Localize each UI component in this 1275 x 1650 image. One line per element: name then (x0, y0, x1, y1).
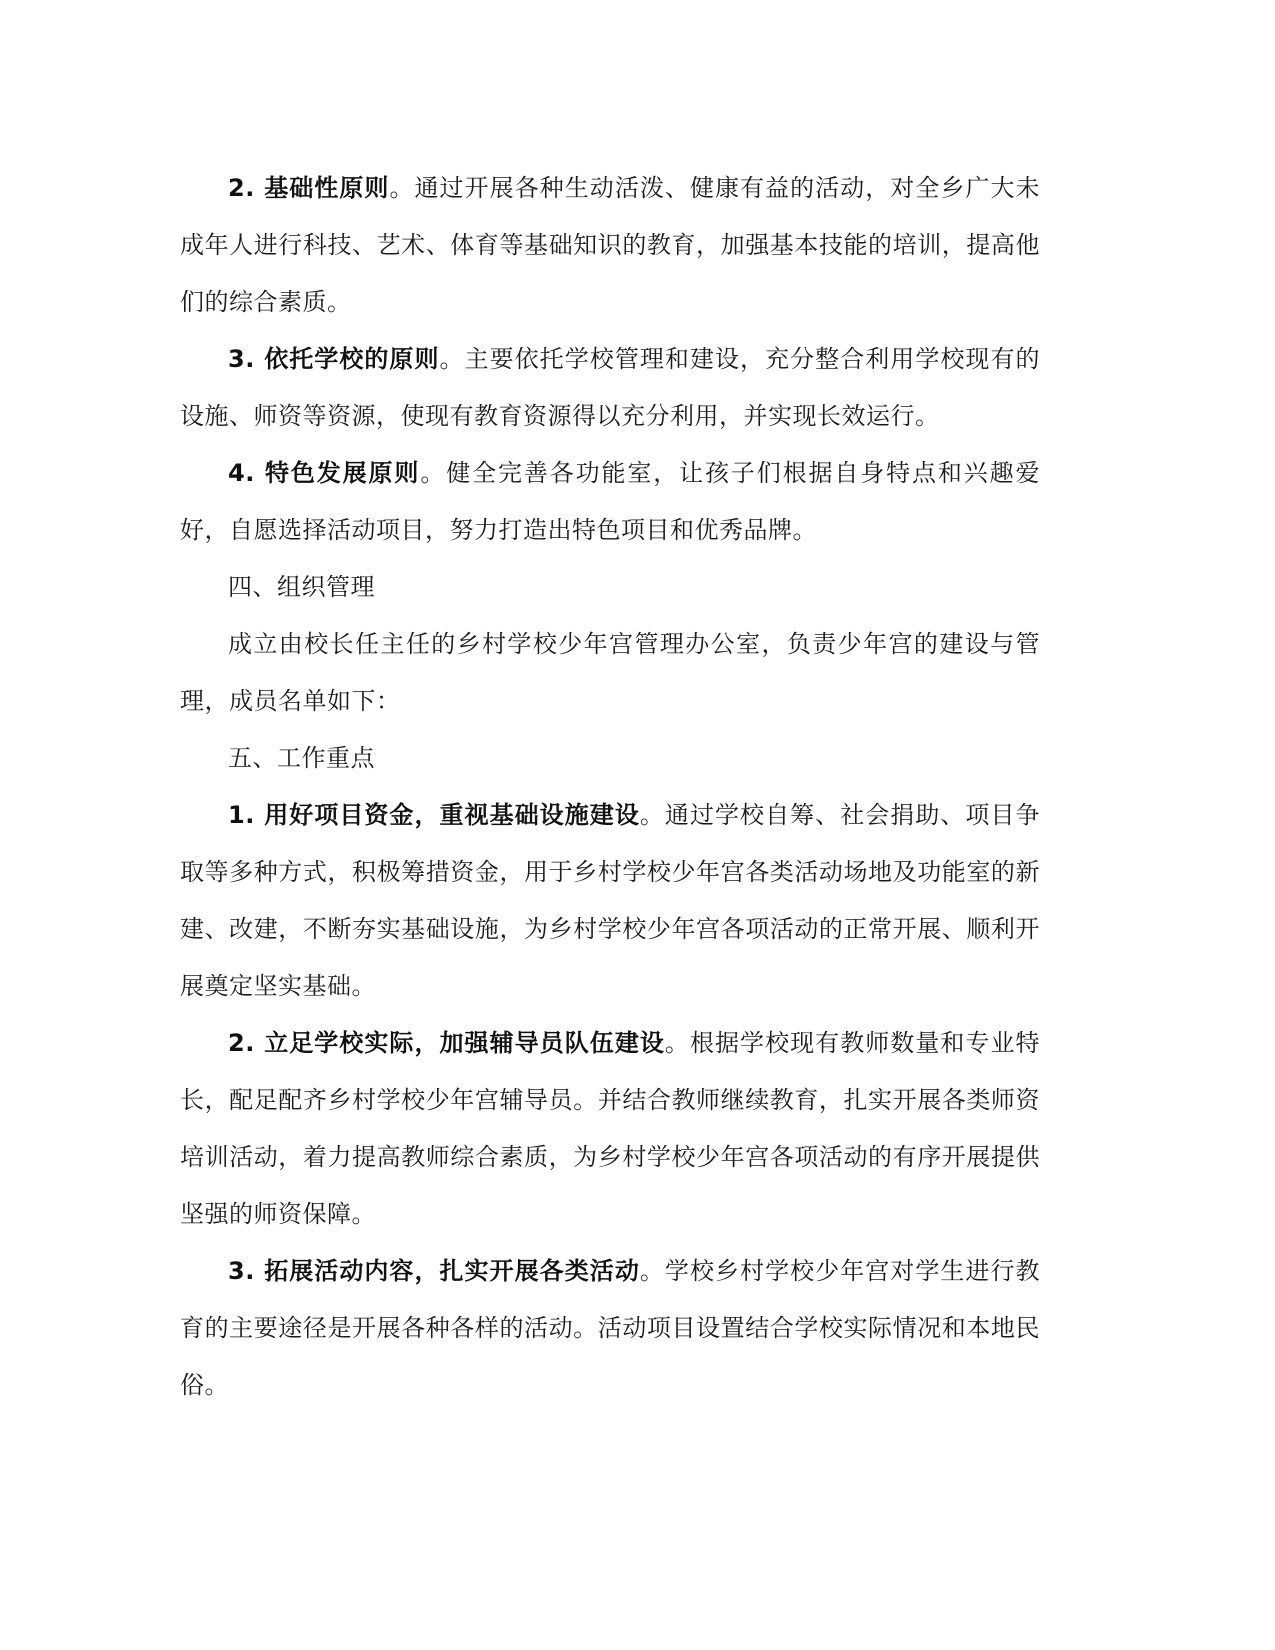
paragraph-principle-2 (180, 160, 1040, 331)
paragraph-organization (180, 616, 1040, 730)
paragraph-text: 。健全完善各功能室，让孩子们根据自身特点和兴趣爱好，自愿选择活动项目，努力打造出特色项目和优秀品牌。 (180, 459, 1041, 544)
paragraph-text: 成立由校长任主任的乡村学校少年宫管理办公室，负责少年宫的建设与管理，成员名单如下： (180, 630, 1040, 715)
paragraph-text: 。通过开展各种生动活泼、健康有益的活动，对全乡广大未成年人进行科技、艺术、体育等基础知识的教育，加强基本技能的培训，提高他们的综合素质。 (180, 174, 1041, 316)
paragraph-text: 。主要依托学校管理和建设，充分整合利用学校现有的设施、师资等资源，使现有教育资源得以充分利用，并实现长效运行。 (180, 345, 1040, 430)
paragraph-text: 。学校乡村学校少年宫对学生进行教育的主要途径是开展各种各样的活动。活动项目设置结合学校实际情况和本地民俗。 (180, 1257, 1041, 1399)
section-heading-organization: 四、组织管理 (228, 573, 375, 601)
paragraph-principle-3 (180, 331, 1040, 445)
paragraph-focus-1 (180, 787, 1040, 1015)
paragraph-lead: 2. 基础性原则 (228, 174, 390, 202)
paragraph-text: 。根据学校现有教师数量和专业特长，配足配齐乡村学校少年宫辅导员。并结合教师继续教育，扎实开展各类师资培训活动，着力提高教师综合素质，为乡村学校少年宫各项活动的有序开展提供坚强的师资保障。 (180, 1029, 1041, 1228)
paragraph-focus-2 (180, 1015, 1040, 1243)
paragraph-lead: 4. 特色发展原则 (228, 459, 421, 487)
document-body (180, 160, 1040, 1414)
paragraph-text: 。通过学校自筹、社会捐助、项目争取等多种方式，积极筹措资金，用于乡村学校少年宫各类活动场地及功能室的新建、改建，不断夯实基础设施，为乡村学校少年宫各项活动的正常开展、顺利开展奠定坚实基础。 (180, 801, 1041, 1000)
paragraph-principle-4 (180, 445, 1040, 559)
paragraph-lead: 3. 依托学校的原则 (228, 345, 440, 373)
paragraph-focus-3 (180, 1243, 1040, 1414)
paragraph-lead: 3. 拓展活动内容，扎实开展各类活动 (228, 1257, 640, 1285)
section-heading-work-focus: 五、工作重点 (228, 744, 375, 772)
paragraph-lead: 2. 立足学校实际，加强辅导员队伍建设 (228, 1029, 665, 1057)
paragraph-lead: 1. 用好项目资金，重视基础设施建设 (228, 801, 640, 829)
